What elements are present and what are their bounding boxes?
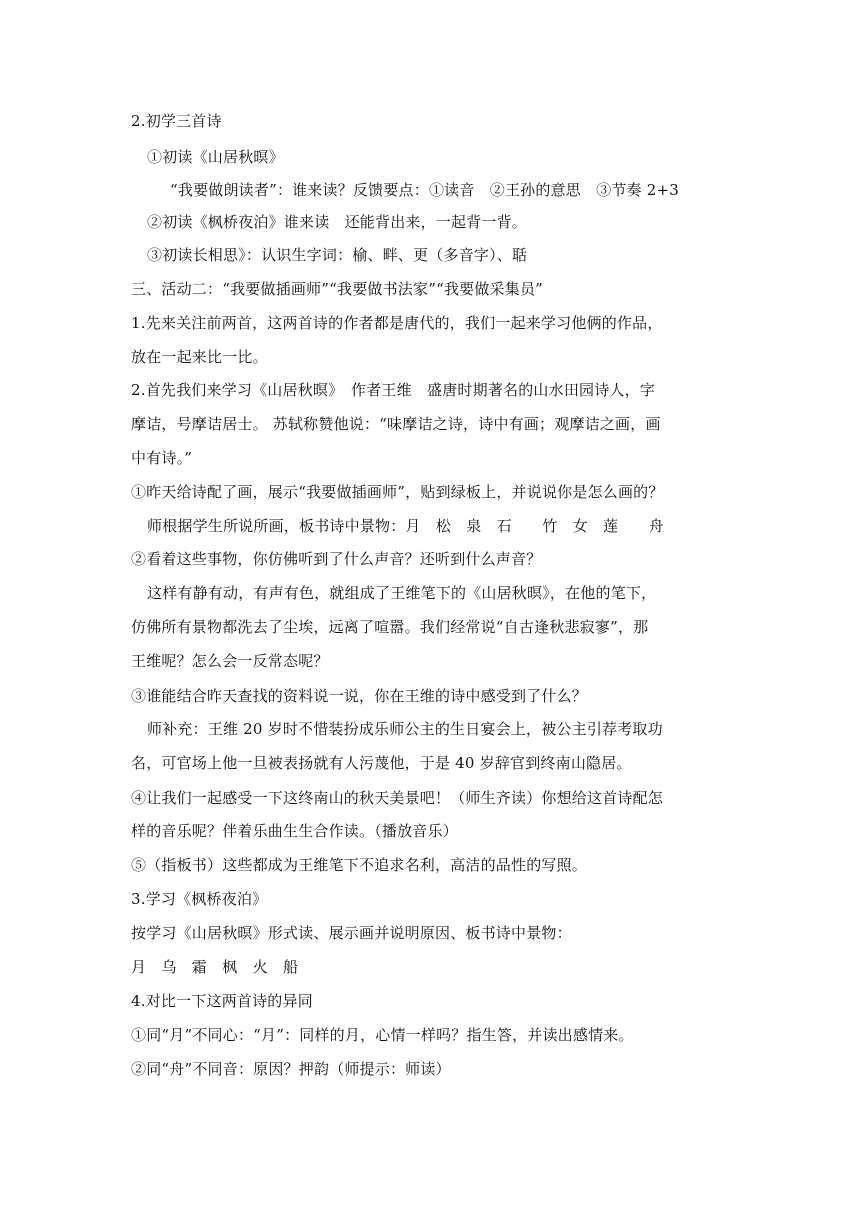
paragraph-line: 王维呢？怎么会一反常态呢？	[131, 652, 329, 670]
section-heading: 三、活动二：“我要做插画师”“我要做书法家”“我要做采集员”	[131, 280, 544, 298]
paragraph-line: ①昨天给诗配了画，展示“我要做插画师”，贴到绿板上，并说说你是怎么画的？	[131, 483, 664, 501]
paragraph-line: ①同“月”不同心：“月”：同样的月，心情一样吗？指生答，并读出感情来。	[131, 1026, 634, 1044]
paragraph-line: “我要做朗读者”：谁来读？反馈要点：①读音 ②王孙的意思 ③节奏 2+3	[170, 181, 679, 199]
paragraph-line: 月 乌 霜 枫 火 船	[131, 958, 299, 976]
heading-2: 2.初学三首诗	[131, 112, 222, 130]
paragraph-line: 师根据学生所说所画，板书诗中景物：月 松 泉 石 竹 女 莲 舟	[147, 517, 664, 535]
heading-3: 3.学习《枫桥夜泊》	[131, 890, 268, 908]
paragraph-line: 这样有静有动，有声有色，就组成了王维笔下的《山居秋暝》，在他的笔下，	[147, 584, 657, 602]
heading-4: 4.对比一下这两首诗的异同	[131, 992, 313, 1010]
paragraph-line: 师补充：王维 20 岁时不惜装扮成乐师公主的生日宴会上，被公主引荐考取功	[147, 720, 663, 738]
paragraph-line: ①初读《山居秋暝》	[147, 148, 284, 166]
paragraph-line: ③谁能结合昨天查找的资料说一说，你在王维的诗中感受到了什么？	[131, 687, 588, 705]
paragraph-line: 摩诘，号摩诘居士。 苏轼称赞他说：“味摩诘之诗，诗中有画；观摩诘之画，画	[131, 415, 661, 433]
paragraph-line: ②初读《枫桥夜泊》谁来读 还能背出来，一起背一背。	[147, 213, 528, 231]
paragraph-line: 名，可官场上他一旦被表扬就有人污蔑他，于是 40 岁辞官到终南山隐居。	[131, 754, 632, 772]
paragraph-line: 中有诗。”	[131, 449, 193, 467]
paragraph-line: ③初读长相思》：认识生字词：榆、畔、更（多音字）、聒	[147, 246, 528, 264]
paragraph-line: ②看着这些事物，你仿佛听到了什么声音？还听到什么声音？	[131, 550, 542, 568]
paragraph-line: 1.先来关注前两首，这两首诗的作者都是唐代的，我们一起来学习他俩的作品，	[131, 314, 663, 332]
paragraph-line: 2.首先我们来学习《山居秋暝》 作者王维 盛唐时期著名的山水田园诗人，字	[131, 381, 656, 399]
paragraph-line: ②同“舟”不同音：原因？押韵（师提示：师读）	[131, 1060, 451, 1078]
paragraph-line: ④让我们一起感受一下这终南山的秋天美景吧！（师生齐读）你想给这首诗配怎	[131, 789, 664, 807]
paragraph-line: 放在一起来比一比。	[131, 348, 268, 366]
paragraph-line: 按学习《山居秋暝》形式读、展示画并说明原因、板书诗中景物：	[131, 924, 572, 942]
paragraph-line: 仿佛所有景物都洗去了尘埃，远离了喧嚣。我们经常说“自古逢秋悲寂寥”，那	[131, 618, 649, 636]
paragraph-line: 样的音乐呢？伴着乐曲生生合作读。（播放音乐）	[131, 822, 458, 840]
paragraph-line: ⑤（指板书）这些都成为王维笔下不追求名利，高洁的品性的写照。	[131, 856, 588, 874]
